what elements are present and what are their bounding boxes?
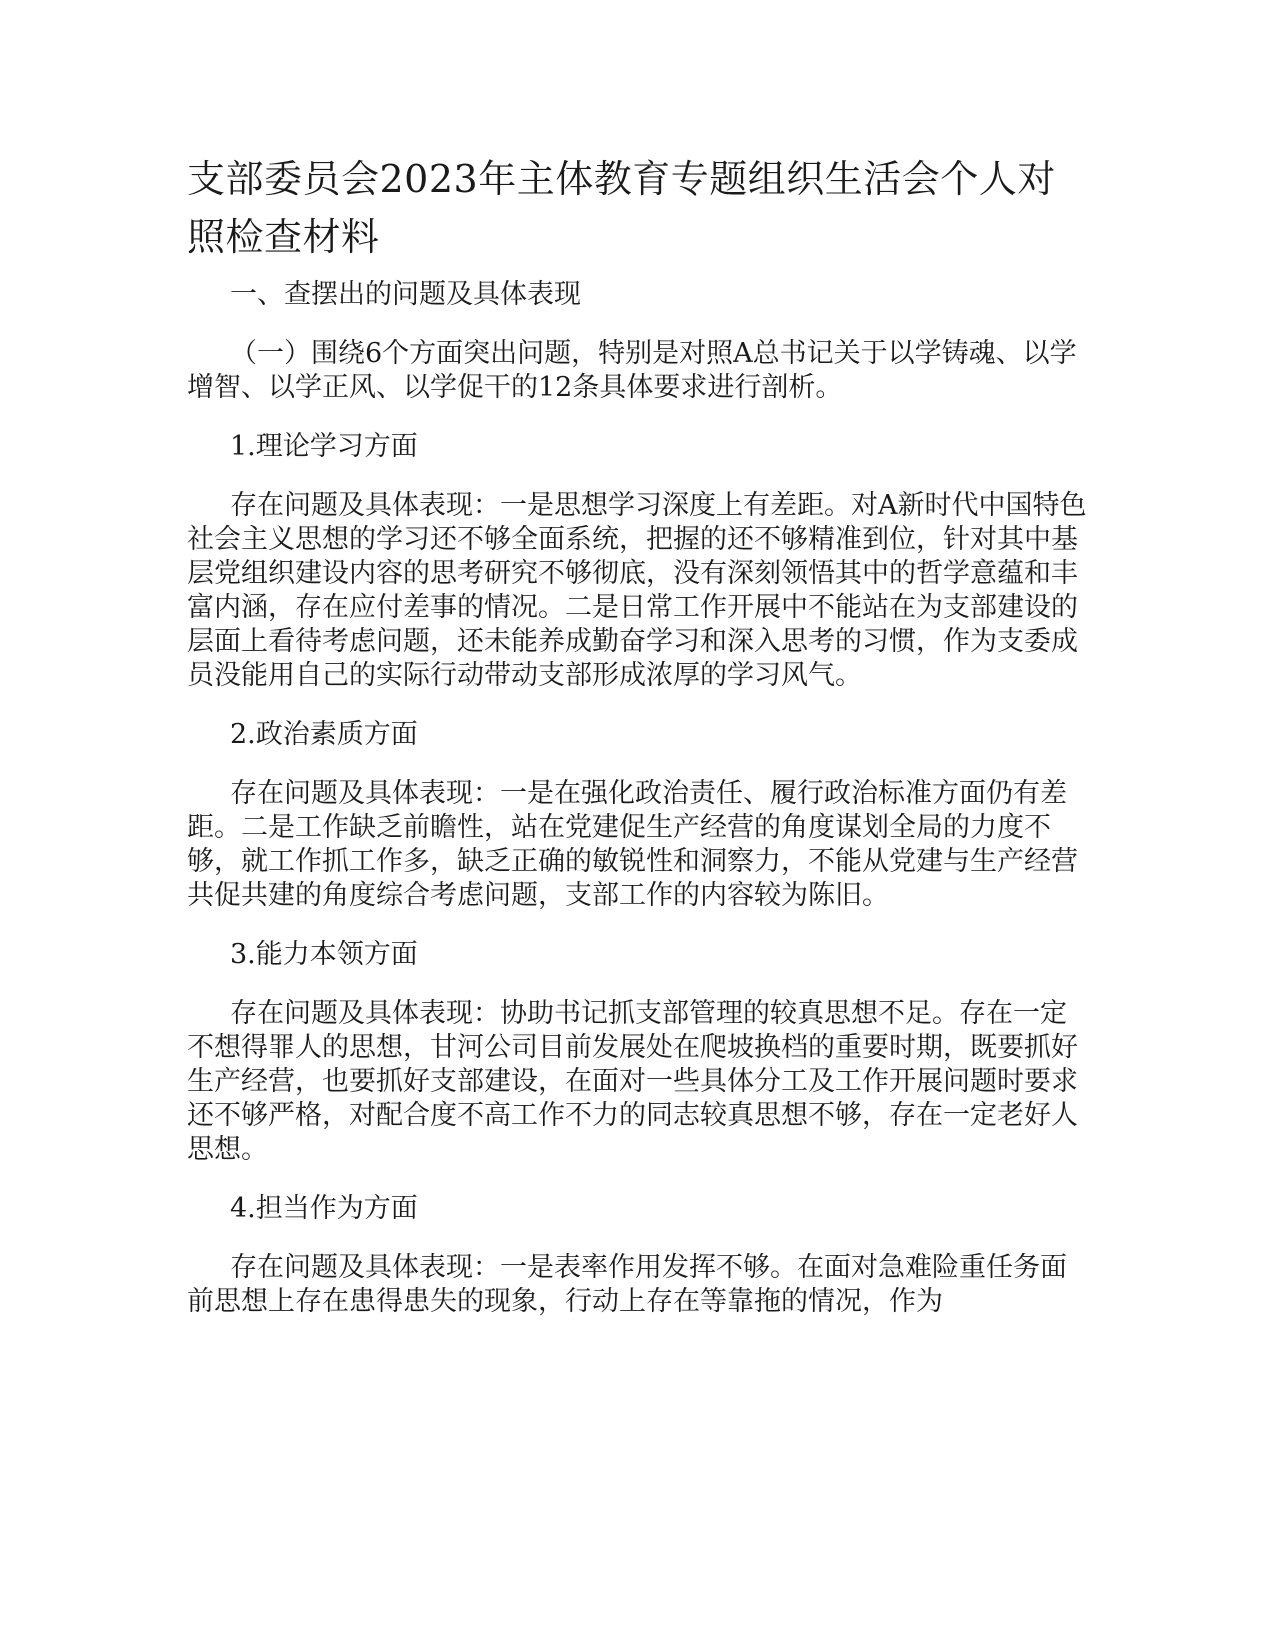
item-paragraph-responsibility: 存在问题及具体表现：一是表率作用发挥不够。在面对急难险重任务面前思想上存在患得患失的现象，行动上存在等靠拖的情况，作为 <box>187 1252 1067 1317</box>
document-page <box>187 150 1087 1344</box>
section-heading-1: 一、查摆出的问题及具体表现 <box>230 279 581 310</box>
item-heading-ability: 3.能力本领方面 <box>230 939 418 970</box>
item-heading-political-quality: 2.政治素质方面 <box>230 719 418 750</box>
item-paragraph-theory-study: 存在问题及具体表现：一是思想学习深度上有差距。对A新时代中国特色社会主义思想的学习还不够全面系统，把握的还不够精准到位，针对其中基层党组织建设内容的思考研究不够彻底，没有深刻领悟其中的哲学意蕴和丰富内涵，存在应付差事的情况。二是日常工作开展中不能站在为支部建设的层面上看待考虑问题，还未能养成勤奋学习和深入思考的习惯，作为支委成员没能用自己的实际行动带动支部形成浓厚的学习风气。 <box>187 490 1087 691</box>
item-paragraph-ability: 存在问题及具体表现：协助书记抓支部管理的较真思想不足。存在一定不想得罪人的思想，甘河公司目前发展处在爬坡换档的重要时期，既要抓好生产经营，也要抓好支部建设，在面对一些具体分工及工作开展问题时要求还不够严格，对配合度不高工作不力的同志较真思想不够，存在一定老好人思想。 <box>187 998 1078 1165</box>
item-paragraph-political-quality: 存在问题及具体表现：一是在强化政治责任、履行政治标准方面仍有差距。二是工作缺乏前瞻性，站在党建促生产经营的角度谋划全局的力度不够，就工作抓工作多，缺乏正确的敏锐性和洞察力，不能从党建与生产经营共促共建的角度综合考虑问题，支部工作的内容较为陈旧。 <box>187 778 1078 911</box>
item-heading-responsibility: 4.担当作为方面 <box>230 1193 418 1224</box>
document-title: 支部委员会2023年主体教育专题组织生活会个人对照检查材料 <box>187 157 1056 259</box>
item-heading-theory-study: 1.理论学习方面 <box>230 431 418 462</box>
subsection-paragraph-1: （一）围绕6个方面突出问题，特别是对照A总书记关于以学铸魂、以学增智、以学正风、以学促干的12条具体要求进行剖析。 <box>187 338 1077 403</box>
